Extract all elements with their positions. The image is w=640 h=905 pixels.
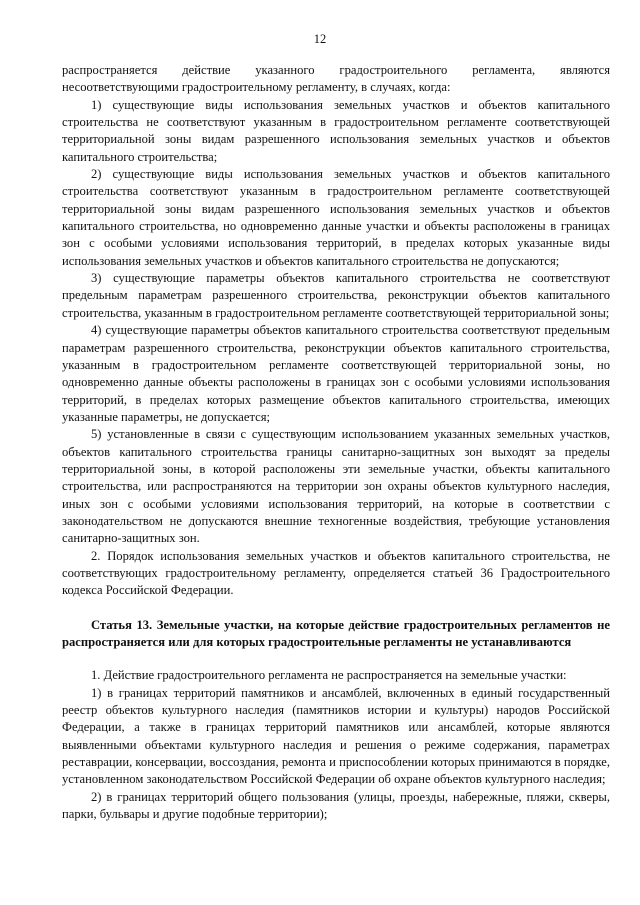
list-item-1: 1) существующие виды использования земельных участков и объектов капитального строительства не соответствуют указанным в градостроительном регламенте соответствующей территориальной зоны видам разрешенного использования земельных участков и объектов капитального строительства; bbox=[62, 97, 610, 164]
page-number: 12 bbox=[313, 32, 327, 46]
paragraph-point-2: 2. Порядок использования земельных участков и объектов капитального строительства, не соответствующих градостроительному регламенту, определяется статьей 36 Градостроительного кодекса Российской Федерации. bbox=[62, 548, 610, 598]
article-13-point-1: 1. Действие градостроительного регламента не распространяется на земельные участки: bbox=[91, 668, 567, 683]
list-item-5: 5) установленные в связи с существующим использованием указанных земельных участков, объектов капитального строительства границы санитарно-защитных зон выходят за пределы территориальной зоны, в которой расположены эти земельные участки, объекты капитального строительства, или распространяются на территории зон охраны объектов культурного наследия, иных зон с особыми условиями использования территорий, на которые в соответствии с законодательством не допускаются внешние техногенные воздействия, требующие установления санитарно-защитных зон. bbox=[62, 427, 610, 546]
article-13-heading: Статья 13. Земельные участки, на которые действие градостроительных регламентов не распространяется или для которых градостроительные регламенты не устанавливаются bbox=[62, 617, 610, 649]
list-item-4: 4) существующие параметры объектов капитального строительства соответствуют предельным параметрам разрешенного строительства, реконструкции объектов капитального строительства, указанным в градостроительном регламенте соответствующей территориальной зоны, но одновременно данные объекты расположены в границах зон с особыми условиями использования территорий, в пределах которых размещение объектов капитального строительства, имеющих указанные параметры, не допускается; bbox=[62, 323, 610, 424]
list-item-3: 3) существующие параметры объектов капитального строительства не соответствуют предельным параметрам разрешенного строительства, реконструкции объектов капитального строительства, указанным в градостроительном регламенте соответствующей территориальной зоны; bbox=[62, 271, 610, 320]
paragraph-intro: распространяется действие указанного градостроительного регламента, являются несоответствующими градостроительному регламенту, в случаях, когда: bbox=[62, 63, 610, 95]
article-13-list-item-2: 2) в границах территорий общего пользования (улицы, проезды, набережные, пляжи, скверы, парки, бульвары и другие подобные территории); bbox=[62, 789, 610, 822]
list-item-2: 2) существующие виды использования земельных участков и объектов капитального строительства соответствуют указанным в градостроительном регламенте соответствующей территориальной зоны видам разрешенного использования земельных участков и объектов капитального строительства, но одновременно данные участки и объекты расположены в границах зон с особыми условиями использования территорий, в пределах которых указанные виды использования земельных участков и объектов капитального строительства не допускаются; bbox=[62, 167, 610, 268]
article-13-list-item-1: 1) в границах территорий памятников и ансамблей, включенных в единый государственный реестр объектов культурного наследия (памятников истории и культуры) народов Российской Федерации, а также в границах территорий памятников или ансамблей, которые являются выявленными объектами культурного наследия и решения о режиме содержания, параметрах реставрации, консервации, воссоздания, ремонта и приспособлении которых принимаются в порядке, установленном законодательством Российской Федерации об охране объектов культурного наследия; bbox=[62, 685, 610, 787]
document-body bbox=[62, 62, 610, 823]
